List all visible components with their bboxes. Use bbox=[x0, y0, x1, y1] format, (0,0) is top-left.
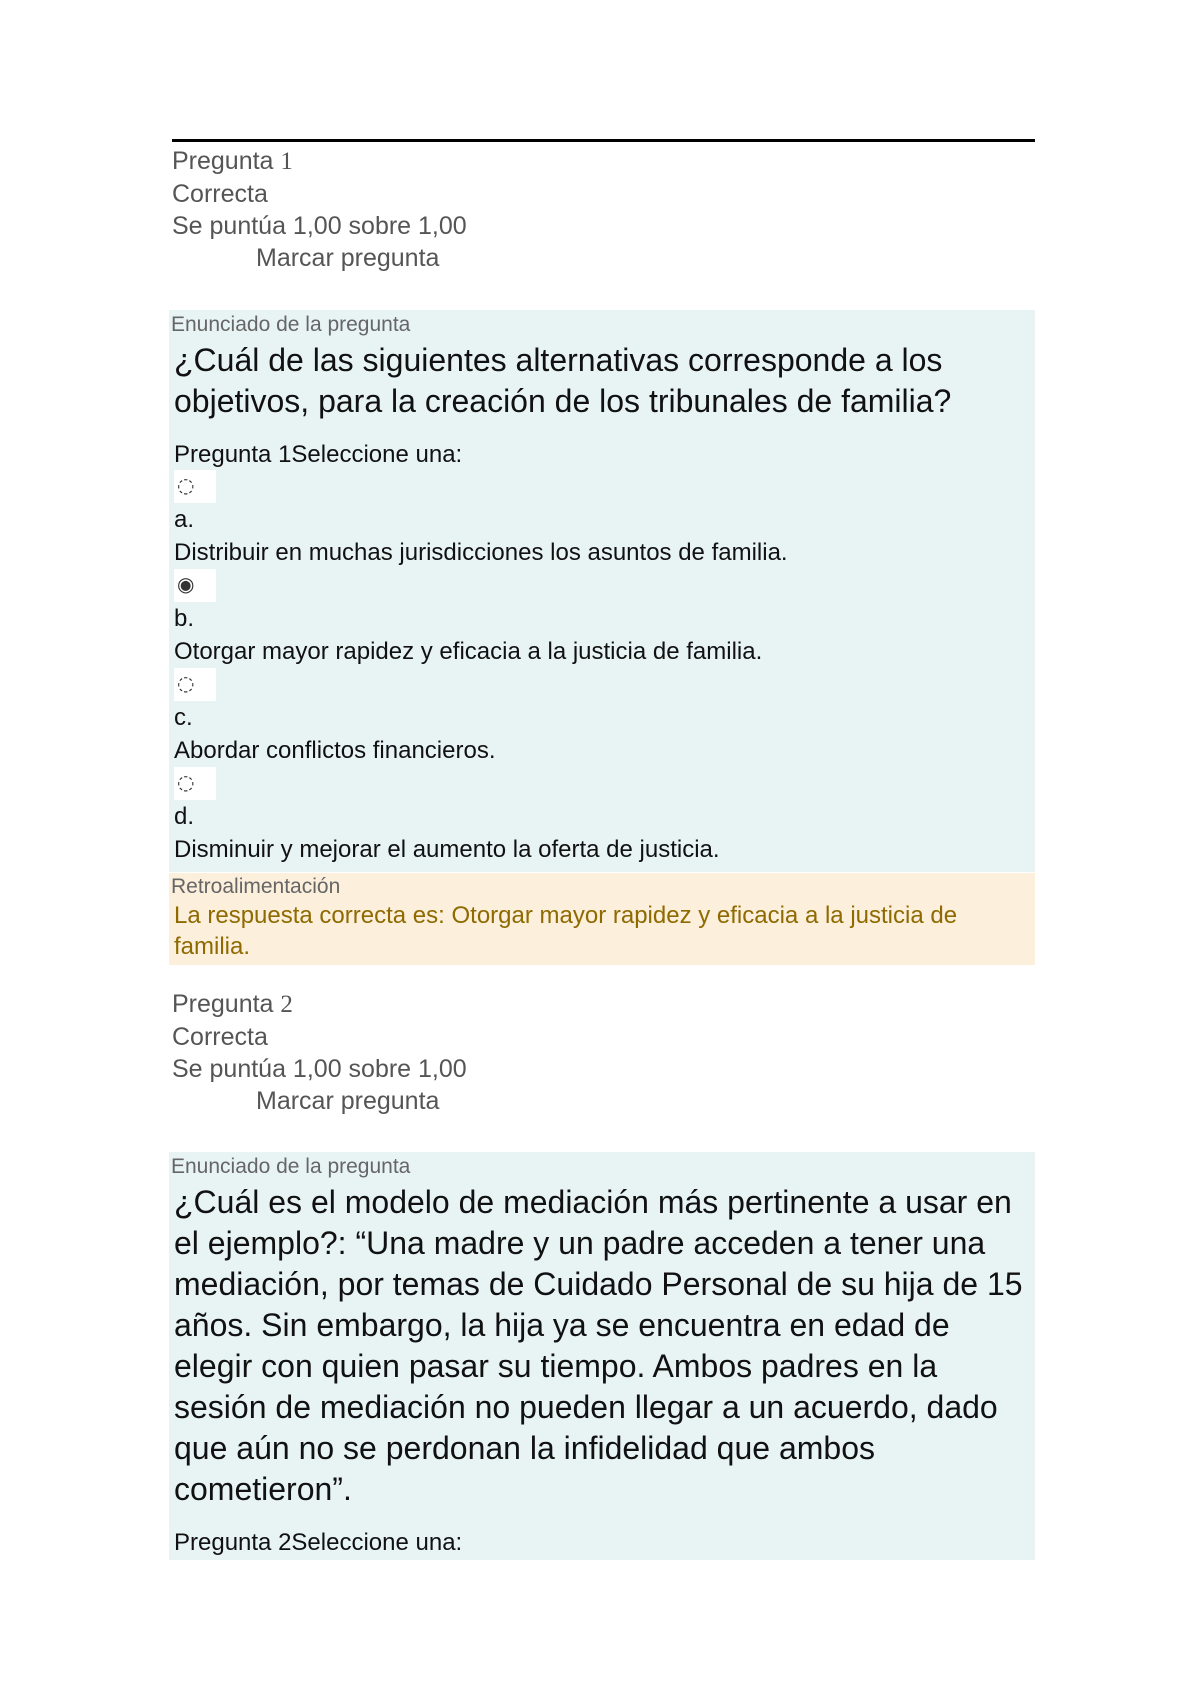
feedback-text: La respuesta correcta es: Otorgar mayor rapidez y eficacia a la justicia de familia. bbox=[174, 902, 958, 960]
question-2-header: Pregunta 2 bbox=[172, 990, 293, 1018]
question-2-status: Correcta bbox=[172, 1023, 268, 1051]
top-divider bbox=[172, 139, 1035, 142]
option-b-text[interactable]: Otorgar mayor rapidez y eficacia a la justicia de familia. bbox=[174, 638, 763, 665]
question-2-text: ¿Cuál es el modelo de mediación más pertinente a usar en el ejemplo?: “Una madre y un padre acceden a tener una mediación, por temas de Cuidado Personal de su hija de 15 años. Sin embargo, la hija ya se encuentra en edad de elegir con quien pasar su tiempo. Ambos padres en la sesión de mediación no pueden llegar a un acuerdo, dado que aún no se perdonan la infidelidad que ambos cometieron”. bbox=[174, 1184, 1023, 1507]
question-2-statement-label: Enunciado de la pregunta bbox=[171, 1155, 411, 1178]
question-2-content bbox=[169, 1152, 1035, 1560]
question-2-prompt: Pregunta 2Seleccione una: bbox=[174, 1529, 463, 1556]
question-2-info bbox=[172, 988, 1035, 1117]
radio-unselected-icon: ◌ bbox=[177, 671, 195, 695]
question-1-text: ¿Cuál de las siguientes alternativas corresponde a los objetivos, para la creación de los tribunales de familia? bbox=[174, 342, 952, 419]
question-1-feedback bbox=[169, 873, 1035, 965]
question-1-number: 1 bbox=[280, 148, 293, 175]
option-c-text[interactable]: Abordar conflictos financieros. bbox=[174, 737, 496, 764]
radio-selected-icon: ◉ bbox=[177, 572, 195, 596]
question-1-prompt: Pregunta 1Seleccione una: bbox=[174, 441, 463, 468]
option-c-radio[interactable] bbox=[174, 668, 216, 701]
question-1-header: Pregunta 1 bbox=[172, 147, 293, 175]
option-b bbox=[169, 569, 1035, 668]
option-a-radio[interactable] bbox=[174, 470, 216, 503]
option-c-letter: c. bbox=[174, 704, 193, 731]
question-1-info bbox=[172, 145, 1035, 274]
question-2-score: Se puntúa 1,00 sobre 1,00 bbox=[172, 1055, 467, 1083]
radio-unselected-icon: ◌ bbox=[177, 770, 195, 794]
flag-question-2-link[interactable]: Marcar pregunta bbox=[256, 1087, 440, 1115]
option-d-text[interactable]: Disminuir y mejorar el aumento la oferta de justicia. bbox=[174, 836, 720, 863]
question-1-statement-label: Enunciado de la pregunta bbox=[171, 313, 411, 336]
question-1-status: Correcta bbox=[172, 180, 268, 208]
question-1-content bbox=[169, 310, 1035, 872]
question-1-score: Se puntúa 1,00 sobre 1,00 bbox=[172, 212, 467, 240]
radio-unselected-icon: ◌ bbox=[177, 473, 195, 497]
option-c bbox=[169, 668, 1035, 767]
option-d bbox=[169, 767, 1035, 866]
option-a-letter: a. bbox=[174, 506, 195, 533]
option-d-radio[interactable] bbox=[174, 767, 216, 800]
option-b-letter: b. bbox=[174, 605, 195, 632]
question-2-number: 2 bbox=[280, 991, 293, 1018]
feedback-label: Retroalimentación bbox=[171, 875, 341, 898]
flag-question-1-link[interactable]: Marcar pregunta bbox=[256, 244, 440, 272]
option-a-text[interactable]: Distribuir en muchas jurisdicciones los asuntos de familia. bbox=[174, 539, 788, 566]
option-d-letter: d. bbox=[174, 803, 195, 830]
option-b-radio[interactable] bbox=[174, 569, 216, 602]
option-a bbox=[169, 470, 1035, 569]
